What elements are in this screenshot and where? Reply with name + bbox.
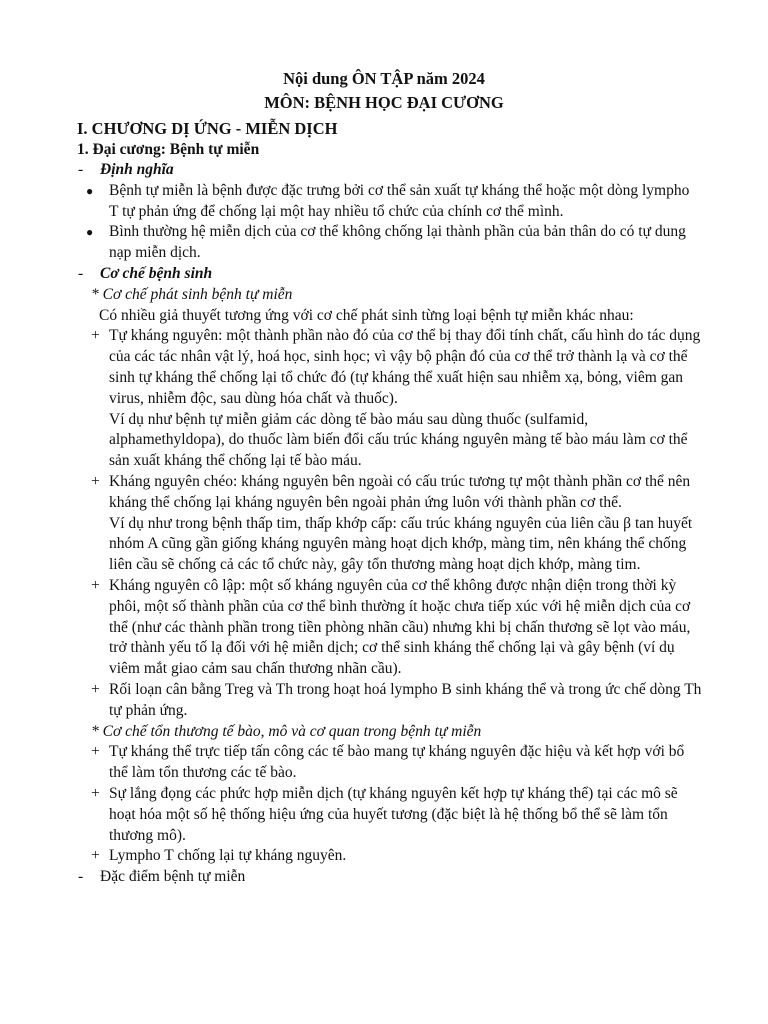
dash-marker: -: [78, 264, 84, 282]
definition-bullet: [0, 222, 768, 264]
definition-bullet-text: Bình thường hệ miễn dịch của cơ thể không chống lại thành phần của bản thân do có tự dung nạp miễn dịch.: [109, 223, 686, 262]
document-body: [0, 160, 768, 888]
damage-item: [0, 742, 768, 784]
document-title: Nội dung ÔN TẬP năm 2024: [283, 69, 485, 88]
plus-marker: +: [91, 680, 100, 698]
damage-item-text: Tự kháng thể trực tiếp tấn công các tế bào mang tự kháng nguyên đặc hiệu và kết hợp với bổ thể làm tổn thương các tế bào.: [109, 743, 685, 782]
mechanism-item: [0, 326, 768, 409]
damage-item-text: Lympho T chống lại tự kháng nguyên.: [109, 847, 347, 865]
definition-bullet: [0, 181, 768, 223]
dash-marker: -: [78, 161, 84, 178]
definition-bullet-text: Bệnh tự miễn là bệnh được đặc trưng bởi cơ thể sản xuất tự kháng thể hoặc một dòng lympho T tự phản ứng để chống lại một hay nhiều tổ chức của chính cơ thể mình.: [109, 181, 690, 220]
pathogenesis-label: Cơ chế bệnh sinh: [100, 264, 213, 282]
mechanism-item: [0, 680, 768, 722]
bullet-marker: ●: [86, 183, 94, 198]
subsection-heading: 1. Đại cương: Bệnh tự miễn: [77, 141, 260, 158]
mechanism-item: [0, 576, 768, 680]
example-paragraph: Ví dụ như bệnh tự miễn giảm các dòng tế bào máu sau dùng thuốc (sulfamid, alphamethyldopa), do thuốc làm biến đổi cấu trúc kháng nguyên màng tế bào máu làm cơ thể sản xuất kháng thể chống lại tế bào máu.: [109, 410, 688, 470]
subject-title: MÔN: BỆNH HỌC ĐẠI CƯƠNG: [264, 93, 504, 112]
plus-marker: +: [91, 472, 100, 490]
features-label: Đặc điểm bệnh tự miễn: [100, 868, 246, 886]
plus-marker: +: [91, 743, 100, 761]
mechanism-subheading: * Cơ chế phát sinh bệnh tự miễn: [91, 285, 293, 303]
mechanism-item-text: Tự kháng nguyên: một thành phần nào đó của cơ thể bị thay đổi tính chất, cấu hình do tác dụng của các tác nhân vật lý, hoá học, sinh học; vì vậy bộ phận đó của cơ thể trở thành lạ và cơ thể sinh tự kháng thể chống lại tổ chức đó (tự kháng thể xuất hiện sau nhiễm xạ, bỏng, viêm gan virus, nhiễm độc, sau dùng hóa chất và thuốc).: [109, 327, 701, 407]
dash-marker: -: [78, 868, 84, 886]
damage-item: [0, 784, 768, 846]
mechanism-item-text: Rối loạn cân bằng Treg và Th trong hoạt hoá lympho B sinh kháng thể và trong ức chế dòng Th tự phản ứng.: [109, 680, 702, 719]
definition-heading: [0, 160, 768, 181]
section-heading: I. CHƯƠNG DỊ ỨNG - MIỄN DỊCH: [77, 119, 338, 138]
damage-mechanism-subheading: * Cơ chế tổn thương tế bào, mô và cơ quan trong bệnh tự miễn: [91, 722, 482, 740]
damage-item: [0, 846, 768, 867]
plus-marker: +: [91, 847, 100, 865]
bullet-marker: ●: [86, 225, 94, 240]
mechanism-intro: Có nhiều giả thuyết tương ứng với cơ chế phát sinh từng loại bệnh tự miễn khác nhau:: [99, 306, 634, 324]
definition-label: Định nghĩa: [100, 161, 174, 178]
mechanism-item: [0, 472, 768, 514]
mechanism-item-text: Kháng nguyên cô lập: một số kháng nguyên của cơ thể không được nhận diện trong thời kỳ phôi, một số thành phần của cơ thể bình thường ít hoặc chưa tiếp xúc với hệ miễn dịch của cơ thể (như các thành phần trong tiền phòng nhãn cầu) nhưng khi bị chấn thương sẽ lọt vào máu, trở thành yếu tố lạ đối với hệ miễn dịch; cơ thể sinh kháng thể chống lại và gây bệnh (ví dụ viêm mắt giao cảm sau chấn thương nhãn cầu).: [109, 576, 691, 678]
plus-marker: +: [91, 327, 100, 345]
features-heading: [0, 867, 768, 888]
plus-marker: +: [91, 576, 100, 594]
mechanism-item-text: Kháng nguyên chéo: kháng nguyên bên ngoài có cấu trúc tương tự một thành phần cơ thể nên kháng thể chống lại kháng nguyên bên ngoài phản ứng luôn với thành phần cơ thể.: [109, 472, 691, 511]
damage-item-text: Sự lắng đọng các phức hợp miễn dịch (tự kháng nguyên kết hợp tự kháng thể) tại các mô sẽ hoạt hóa một số hệ thống hiệu ứng của huyết tương (đặc biệt là hệ thống bổ thể sẽ làm tổn thương mô).: [109, 784, 678, 844]
plus-marker: +: [91, 784, 100, 802]
example-paragraph: Ví dụ như trong bệnh thấp tim, thấp khớp cấp: cấu trúc kháng nguyên của liên cầu β tan huyết nhóm A cũng gần giống kháng nguyên màng hoạt dịch khớp, màng tim, nên kháng thể chống liên cầu sẽ chống cả các tổ chức này, gây tổn thương màng hoạt dịch khớp, màng tim.: [109, 514, 693, 574]
pathogenesis-heading: [0, 264, 768, 285]
